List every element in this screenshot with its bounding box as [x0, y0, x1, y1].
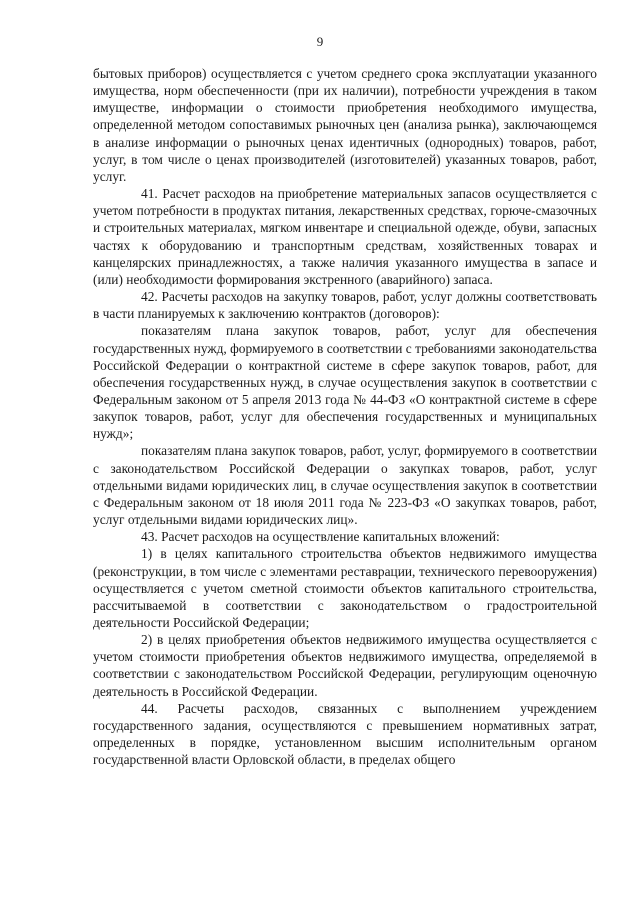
paragraph-continuation: бытовых приборов) осуществляется с учетом среднего срока эксплуатации указанного имущества, норм обеспеченности (при их наличии), потребности учреждения в таком имуществе, информации о стоимости приобретения необходимого имущества, определенной методом сопоставимых рыночных цен (анализа рынка), заключающемся в анализе информации о рыночных ценах идентичных (однородных) товаров, работ, услуг, в том числе о ценах производителей (изготовителей) указанных товаров, работ, услуг.: [93, 66, 597, 184]
page-number: 9: [316, 34, 324, 49]
paragraph-42-item-1: показателям плана закупок товаров, работ, услуг для обеспечения государственных нужд, формируемого в соответствии с требованиями законодательства Российской Федерации о контрактной системе в сфере закупок товаров, работ, для обеспечения государственных нужд, в случае осуществления закупок в соответствии с Федеральным законом от 5 апреля 2013 года № 44-ФЗ «О контрактной системе в сфере закупок товаров, работ, услуг для обеспечения государственных и муниципальных нужд»;: [93, 323, 597, 442]
paragraph-43-item-1: 1) в целях капитального строительства объектов недвижимого имущества (реконструкции, в том числе с элементами реставрации, технического перевооружения) осуществляется с учетом сметной стоимости объектов капитального строительства, рассчитываемой в соответствии с законодательством о градостроительной деятельности Российской Федерации;: [93, 546, 597, 630]
paragraph-43: 43. Расчет расходов на осуществление капитальных вложений:: [141, 529, 500, 545]
paragraph-42: 42. Расчеты расходов на закупку товаров, работ, услуг должны соответствовать в части планируемых к заключению контрактов (договоров):: [93, 289, 597, 322]
paragraph-43-item-2: 2) в целях приобретения объектов недвижимого имущества осуществляется с учетом стоимости приобретения объектов недвижимого имущества, определяемой в соответствии с законодательством Российской Федерации, регулирующим оценочную деятельность в Российской Федерации.: [93, 632, 597, 699]
paragraph-41: 41. Расчет расходов на приобретение материальных запасов осуществляется с учетом потребности в продуктах питания, лекарственных средствах, горюче-смазочных и строительных материалах, мягком инвентаре и специальной одежде, обуви, запасных частях к оборудованию и транспортным средствам, хозяйственных товарах и канцелярских принадлежностях, а также наличия указанного имущества в запасе и (или) необходимости формирования экстренного (аварийного) запаса.: [93, 186, 597, 287]
document-body: [93, 65, 597, 768]
paragraph-42-item-2: показателям плана закупок товаров, работ, услуг, формируемого в соответствии с законодательством Российской Федерации о закупках товаров, работ, услуг отдельными видами юридических лиц, в случае осуществления закупок в соответствии с Федеральным законом от 18 июля 2011 года № 223-ФЗ «О закупках товаров, работ, услуг отдельными видами юридических лиц».: [93, 443, 597, 528]
paragraph-44: 44. Расчеты расходов, связанных с выполнением учреждением государственного задания, осуществляются с превышением нормативных затрат, определенных в порядке, установленном высшим исполнительным органом государственной власти Орловской области, в пределах общего: [93, 700, 597, 768]
